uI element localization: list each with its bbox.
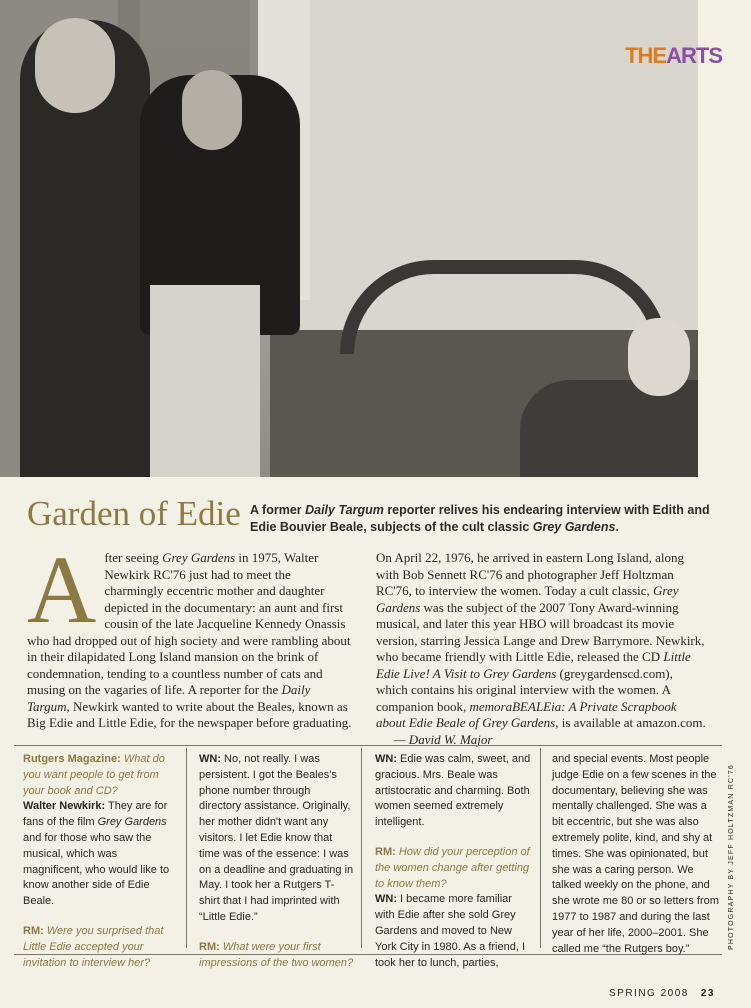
qa-column-1 (23, 752, 178, 979)
article-dek: A former Daily Targum reporter relives his endearing interview with Edith and Edie Bouvier Beale, subjects of the cult classic Grey Gardens. (250, 503, 710, 534)
photo-figure-young-man-head (35, 18, 115, 113)
cover-photo (0, 0, 698, 477)
page-folio (609, 988, 715, 999)
intro-column-1: After seeing Grey Gardens in 1975, Walter Newkirk RC'76 just had to meet the charmingly eccentric mother and daughter depicted in the documentary: an aunt and first cousin of the late Jacqueline Kennedy Onassis who had dropped out of high society and were rambling about in their dilapidated Long Island mansion on the brink of condemnation, tending to a countless number of cats and musing on the vagaries of life. A reporter for the Daily Targum, Newkirk wanted to write about the Beales, known as Big Edie and Little Edie, for the newspaper before graduating. (27, 536, 352, 730)
answer: WN: Edie was calm, sweet, and gracious. Mrs. Beale was artistocratic and charming. Both women seemed extremely intelligent. (375, 753, 531, 829)
column-divider (361, 748, 362, 948)
section-tag-arts: ARTS (666, 43, 722, 68)
question: Rutgers Magazine: What do you want people to get from your book and CD? (23, 753, 165, 797)
article-title: Garden of Edie (27, 494, 241, 533)
photo-credit: PHOTOGRAPHY BY JEFF HOLTZMAN RC'76 (728, 764, 735, 950)
issue-season: SPRING 2008 (609, 988, 689, 999)
byline-signature: — David W. Major (394, 731, 493, 747)
drop-cap: A (27, 536, 97, 643)
intro-column-2: On April 22, 1976, he arrived in eastern Long Island, along with Bob Sennett RC'76 and photographer Jeff Holtzman RC'76, to interview the women. Today a cult classic, Grey Gardens was the subject of the 2007 Tony Award-winning musical, and later this year HBO will broadcast its movie version, starring Jessica Lange and Drew Barrymore. Newkirk, who became friendly with Little Edie, released the CD Little Edie Live! A Visit to Grey Gardens (greygardenscd.com), which contains his original interview with the women. A companion book, memoraBEALEia: A Private Scrapbook about Edie Beale of Grey Gardens, is available at amazon.com.— David W. Major (376, 550, 706, 747)
answer: WN: I became more familiar with Edie after she sold Grey Gardens and moved to New York City in 1980. As a friend, I took her to lunch, parties, (375, 893, 526, 969)
photo-headboard (340, 260, 668, 354)
qa-column-3 (375, 752, 533, 979)
page-number: 23 (700, 988, 715, 999)
column-divider (540, 748, 541, 948)
column-divider (186, 748, 187, 948)
question: RM: How did your perception of the women change after getting to know them? (375, 845, 530, 890)
photo-figure-little-edie-head (182, 70, 242, 150)
divider-top (14, 745, 722, 746)
photo-figure-little-edie-legs (150, 285, 260, 477)
qa-column-2 (199, 752, 354, 979)
answer-continued: and special events. Most people judge Edie on a few scenes in the documentary, believing she was mentally challenged. She was a bit eccentric, but she was also extremely polite, kind, and shy at times. She was opinionated, but she was a caring person. We talked weekly on the phone, and she wrote me 80 or so letters from 1977 to 1987 and during the last year of her life, 2000–2001. She called me “the Rutgers boy.” (552, 753, 719, 955)
section-tag (625, 43, 722, 69)
photo-figure-big-edie-head (628, 318, 690, 396)
answer: Walter Newkirk: They are for fans of the film Grey Gardens and for those who saw the musical, which was magnificent, who would like to know another side of Edie Beale. (23, 800, 170, 908)
answer: WN: No, not really. I was persistent. I got the Beales's phone number through directory assistance. Originally, her mother didn't want any visitors. I let Edie know that time was of the essence: I was on a deadline and graduating in May. I took her a Rutgers T-shirt that I had imprinted with “Little Edie.” (199, 753, 354, 923)
question: RM: Were you surprised that Little Edie accepted your invitation to interview her? (23, 924, 164, 969)
photo-figure-big-edie (520, 380, 698, 477)
qa-column-4 (552, 752, 720, 965)
section-tag-the: THE (625, 43, 667, 68)
question: RM: What were your first impressions of the two women? (199, 940, 354, 969)
